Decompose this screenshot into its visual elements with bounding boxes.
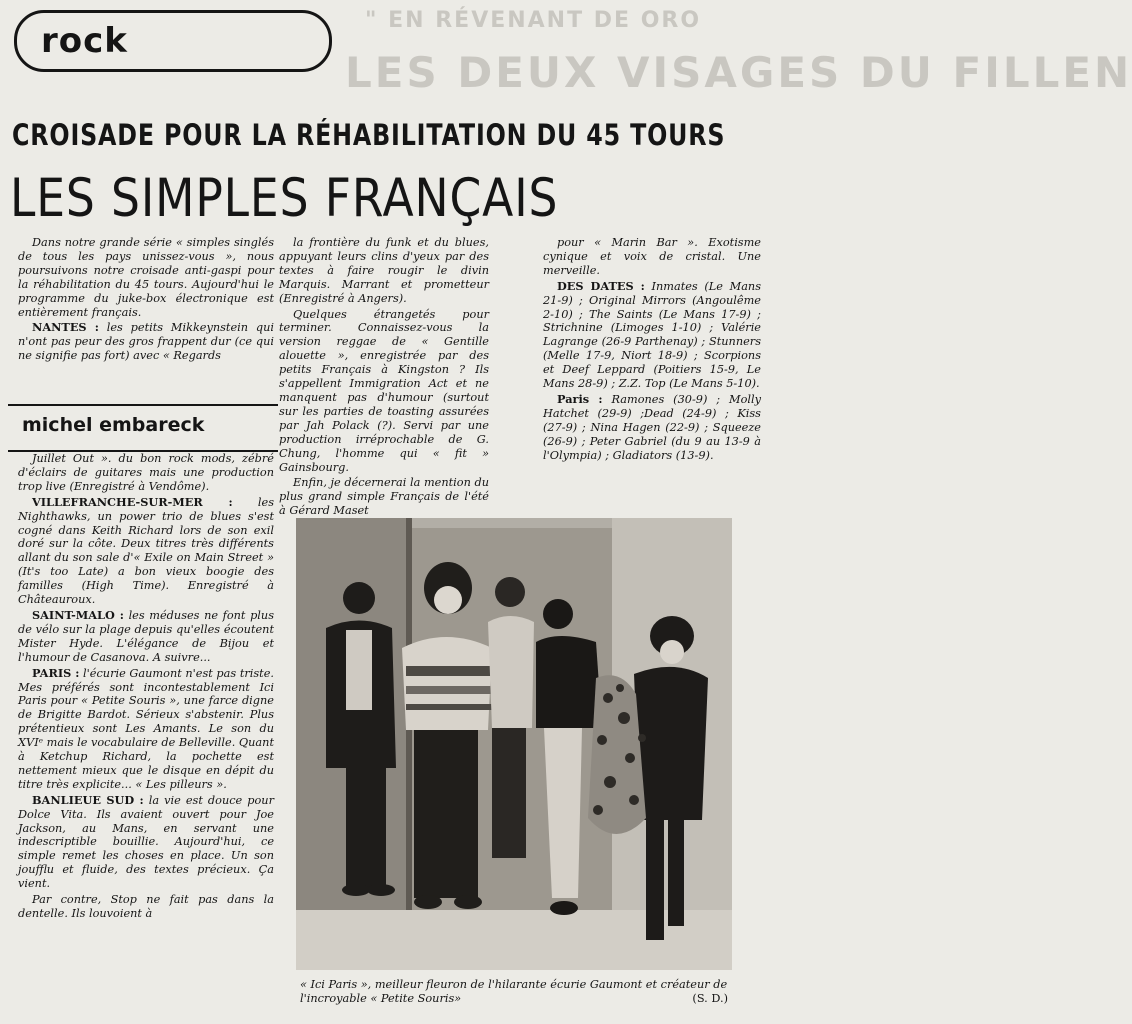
band-photo [296,518,732,970]
paragraph [18,236,274,319]
paragraph-text: pour « Marin Bar ». Exotisme cynique et voix de cristal. Une merveille. [543,236,761,277]
paragraph [279,476,489,518]
paragraph-text: Dans notre grande série « simples singlés de tous les pays unissez-vous », nous poursuivons notre croisade anti-gaspi pour la réhabilitation du 45 tours. Aujourd'hui le programme du juke-box électronique est entièrement français. [18,236,274,319]
paragraph-text: l'écurie Gaumont n'est pas triste. Mes préférés sont incontestablement Ici Paris pour « Petite Souris », une farce digne de Brigitte Bardot. Sérieux s'abstenir. Plus prétentieux sont Les Amants. Le son du XVIᵉ mais le vocabulaire de Belleville. Quant à Ketchup Richard, la pochette est nettement mieux que le disque en dépit du titre très explicite... « Les pilleurs ». [18,666,275,791]
column-3 [543,236,761,498]
band-photo-illustration [296,518,732,970]
paragraph [279,236,489,306]
paragraph-text: Quelques étrangetés pour terminer. Connaissez-vous la version reggae de « Gentille alouette », enregistrée par des petits Français à Kingston ? Ils s'appellent Immigration Act et ne manquent pas d'humour (surtout sur les parties de toasting assurées par Jah Polack (?). Servi par une production irréprochable de G. Chung, l'homme qui « fit » Gainsbourg. [279,307,489,474]
byline [8,404,278,452]
paragraph [18,496,274,607]
photo-caption [300,978,728,1005]
paragraph-lead: NANTES : [32,320,99,335]
column-1-top [18,236,274,400]
main-headline: LES SIMPLES FRANÇAIS [10,168,559,229]
photo-credit: (S. D.) [692,991,728,1005]
paragraph-text: les Nighthawks, un power trio de blues s'est cogné dans Keith Richard lors de son exil doré sur la côte. Deux titres très différents allant du son sale d'« Exile on Main Street » (It's too Late) a bon vieux boogie des familles (High Time). Enregistré à Châteauroux. [18,495,274,607]
column-1-bottom [18,452,274,1020]
paragraph-text: la frontière du funk et du blues, appuyant leurs clins d'yeux par des textes à faire rougir le divin Marquis. Marrant et prometteur (Enregistré à Angers). [279,236,489,305]
paragraph-lead: DES DATES : [557,278,645,293]
section-tag [14,10,332,72]
paragraph [18,893,274,921]
paragraph-text: Inmates (Le Mans 21-9) ; Original Mirrors (Angoulême 2-10) ; The Saints (Le Mans 17-9) ; Strichnine (Limoges 1-10) ; Valérie Lagrange (26-9 Parthenay) ; Stunners (Melle 17-9, Niort 18-9) ; Scorpions et Deef Leppard (Poitiers 15-9, Le Mans 28-9) ; Z.Z. Top (Le Mans 5-10). [543,279,761,391]
paragraph [279,308,489,475]
paragraph-lead: BANLIEUE SUD : [32,792,144,807]
paragraph-text: la vie est douce pour Dolce Vita. Ils avaient ouvert pour Joe Jackson, au Mans, en servant une indescriptible bouillie. Aujourd'hui, ce simple remet les choses en place. Un son joufflu et fluide, des textes précieux. Ça vient. [18,793,274,891]
paragraph [18,452,274,494]
paragraph-text: Par contre, Stop ne fait pas dans la dentelle. Ils louvoient à [18,893,274,920]
paragraph-lead: PARIS : [32,665,80,680]
paragraph-text: les méduses ne font plus de vélo sur la plage depuis qu'elles écoutent Mister Hyde. L'élégance de Bijou et l'humour de Casanova. A suivre... [18,608,274,664]
bleed-through-text [345,4,1132,104]
bleed-line-2: LES DEUX VISAGES DU FILLEN [345,48,1132,97]
paragraph-lead: Paris : [557,391,603,406]
paragraph-lead: SAINT-MALO : [32,607,124,622]
author-name: michel embareck [22,414,205,436]
column-2 [279,236,489,518]
paragraph-text: les petits Mikkeynstein qui n'ont pas peur des gros frappent dur (ce qui ne signifie pas fort) avec « Regards [18,321,274,363]
kicker-headline: CROISADE POUR LA RÉHABILITATION DU 45 TOURS [12,118,726,152]
paragraph [18,667,274,792]
paragraph-text: Juillet Out ». du bon rock mods, zébré d'éclairs de guitares mais une production trop live (Enregistré à Vendôme). [18,452,274,493]
paragraph-text: Enfin, je décernerai la mention du plus grand simple Français de l'été à Gérard Maset [279,476,489,518]
section-label: rock [41,21,128,61]
paragraph [18,609,274,665]
paragraph-text: Ramones (30-9) ; Molly Hatchet (29-9) ;Dead (24-9) ; Kiss (27-9) ; Nina Hagen (22-9) ; Squeeze (26-9) ; Peter Gabriel (du 9 au 13-9 à l'Olympia) ; Gladiators (13-9). [543,392,762,462]
paragraph [543,236,761,278]
caption-text: « Ici Paris », meilleur fleuron de l'hilarante écurie Gaumont et créateur de l'incroyable « Petite Souris» [300,978,728,1005]
paragraph [18,794,274,891]
paragraph [543,393,761,463]
paragraph-lead: VILLEFRANCHE-SUR-MER : [32,494,233,509]
bleed-line-1: " EN RÉVENANT DE ORO [365,8,702,33]
paragraph [543,280,761,391]
paragraph [18,321,274,363]
